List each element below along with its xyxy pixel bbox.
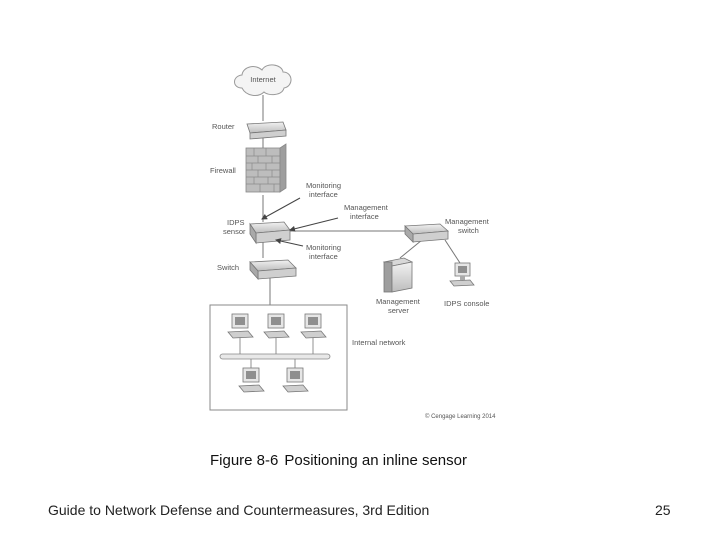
monitoring-interface-bottom-line1: Monitoring xyxy=(306,243,342,252)
switch-icon xyxy=(250,260,296,279)
management-switch-label-line2: switch xyxy=(458,226,479,235)
figure-caption-text: Positioning an inline sensor xyxy=(284,452,467,469)
page-number: 25 xyxy=(655,502,671,518)
monitoring-interface-bottom-line2: interface xyxy=(309,252,338,261)
management-server-label-line1: Management xyxy=(376,297,420,306)
firewall-icon xyxy=(246,144,286,192)
router-icon xyxy=(247,122,286,139)
network-bus xyxy=(220,354,330,359)
management-interface-arrow xyxy=(290,218,338,230)
monitoring-interface-top-line1: Monitoring xyxy=(306,181,342,190)
idps-console-icon xyxy=(450,263,474,286)
idps-sensor-icon xyxy=(250,222,290,243)
internal-network-label: Internal network xyxy=(352,338,406,347)
monitoring-interface-top-line2: interface xyxy=(309,190,338,199)
management-switch-label-line1: Management xyxy=(445,217,489,226)
copyright-notice: © Cengage Learning 2014 xyxy=(425,414,496,420)
internet-label: Internet xyxy=(250,75,276,84)
idps-sensor-label-line1: IDPS xyxy=(227,218,245,227)
management-interface-line2: interface xyxy=(350,212,379,221)
figure-caption xyxy=(210,452,467,469)
management-interface-line1: Management xyxy=(344,203,388,212)
figure-number: Figure 8-6 xyxy=(210,452,279,469)
router-label: Router xyxy=(212,122,235,131)
management-switch-icon xyxy=(405,224,448,242)
management-server-label-line2: server xyxy=(388,306,409,315)
idps-console-label: IDPS console xyxy=(444,299,490,308)
idps-sensor-label-line2: sensor xyxy=(223,227,246,236)
monitoring-interface-top-arrow xyxy=(262,198,300,219)
monitoring-interface-bottom-arrow xyxy=(276,240,303,246)
book-title: Guide to Network Defense and Countermeasures, 3rd Edition xyxy=(48,502,430,518)
switch-label: Switch xyxy=(217,263,240,272)
firewall-label: Firewall xyxy=(210,166,236,175)
management-server-icon xyxy=(384,258,412,292)
